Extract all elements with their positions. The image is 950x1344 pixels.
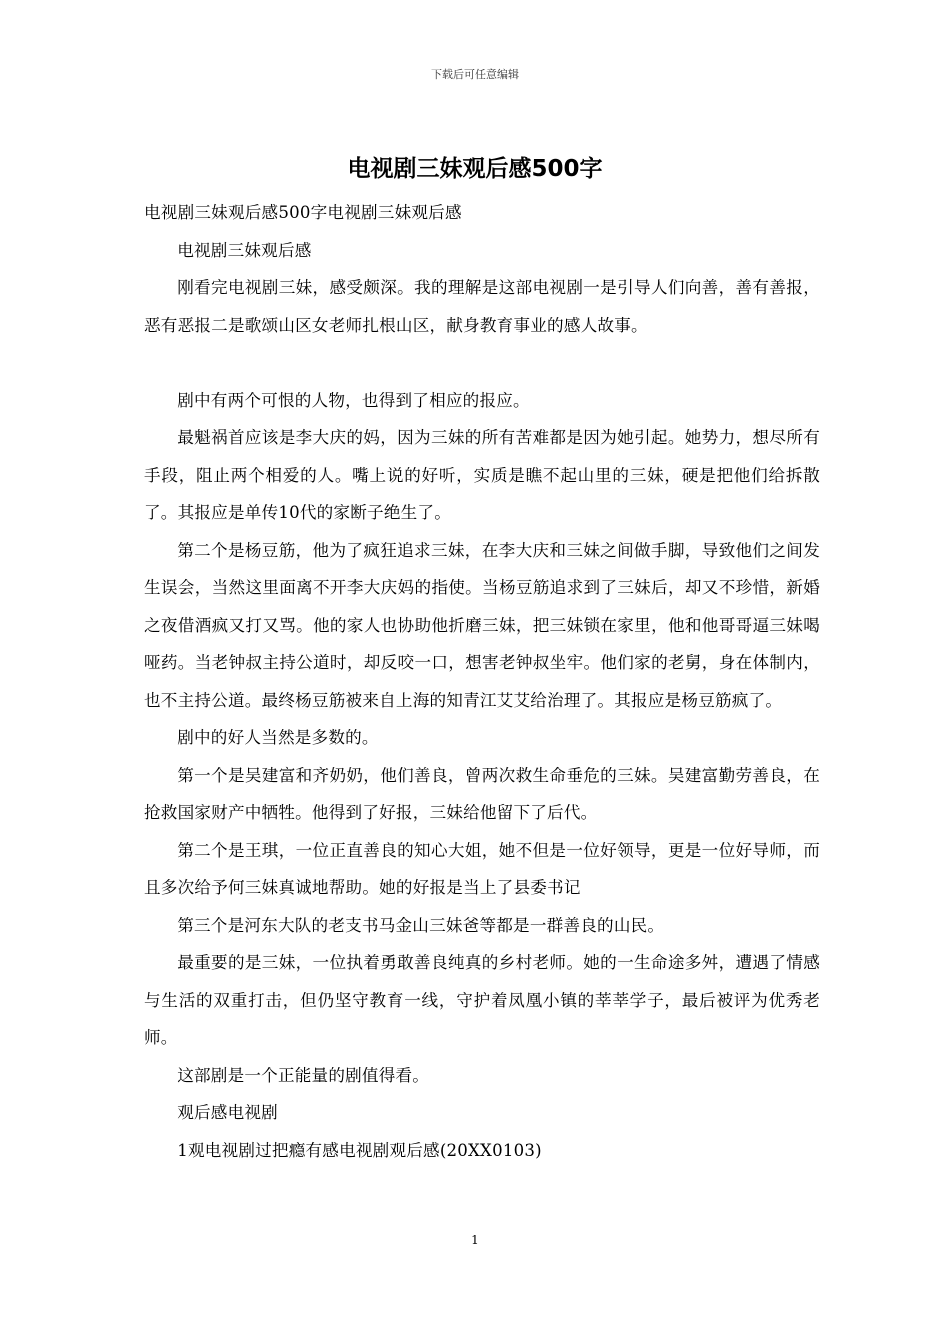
paragraph: 剧中的好人当然是多数的。: [177, 728, 379, 747]
paragraph-subtitle: 电视剧三妹观后感: [177, 240, 312, 260]
paragraph: 剧中有两个可恨的人物，也得到了相应的报应。: [177, 390, 530, 410]
paragraph: 刚看完电视剧三妹，感受颇深。我的理解是这部电视剧一是引导人们向善，善有善报，恶有恶报二是歌颂山区女老师扎根山区，献身教育事业的感人故事。: [144, 278, 820, 335]
paragraph: 这部剧是一个正能量的剧值得看。: [177, 1065, 430, 1085]
paragraph: 观后感电视剧: [177, 1103, 278, 1122]
page-number: 1: [471, 1233, 479, 1247]
paragraph: 最魁祸首应该是李大庆的妈，因为三妹的所有苦难都是因为她引起。她势力，想尽所有手段，阻止两个相爱的人。嘴上说的好听，实质是瞧不起山里的三妹，硬是把他们给拆散了。其报应是单传10代的家断子绝生了。: [144, 428, 820, 522]
paragraph-intro: 电视剧三妹观后感500字电视剧三妹观后感: [144, 203, 462, 222]
paragraph: 第一个是吴建富和齐奶奶，他们善良，曾两次救生命垂危的三妹。吴建富勤劳善良，在抢救国家财产中牺牲。他得到了好报，三妹给他留下了后代。: [144, 765, 820, 822]
paragraph: 最重要的是三妹，一位执着勇敢善良纯真的乡村老师。她的一生命途多舛，遭遇了情感与生活的双重打击，但仍坚守教育一线，守护着凤凰小镇的莘莘学子，最后被评为优秀老师。: [144, 953, 820, 1047]
document-body: [144, 194, 820, 1169]
blank-line: [144, 344, 820, 382]
paragraph: 第二个是王琪，一位正直善良的知心大姐，她不但是一位好领导，更是一位好导师，而且多次给予何三妹真诚地帮助。她的好报是当上了县委书记: [144, 840, 820, 897]
paragraph: 第二个是杨豆筋，他为了疯狂追求三妹，在李大庆和三妹之间做手脚，导致他们之间发生误会，当然这里面离不开李大庆妈的指使。当杨豆筋追求到了三妹后，却又不珍惜，新婚之夜借酒疯又打又骂。他的家人也协助他折磨三妹，把三妹锁在家里，他和他哥哥逼三妹喝哑药。当老钟叔主持公道时，却反咬一口，想害老钟叔坐牢。他们家的老舅，身在体制内，也不主持公道。最终杨豆筋被来自上海的知青江艾艾给治理了。其报应是杨豆筋疯了。: [144, 540, 820, 710]
document-title: 电视剧三妹观后感500字: [347, 156, 603, 182]
header-note: 下载后可任意编辑: [431, 68, 519, 81]
paragraph: 1观电视剧过把瘾有感电视剧观后感(20XX0103): [177, 1140, 542, 1160]
paragraph: 第三个是河东大队的老支书马金山三妹爸等都是一群善良的山民。: [177, 915, 665, 935]
